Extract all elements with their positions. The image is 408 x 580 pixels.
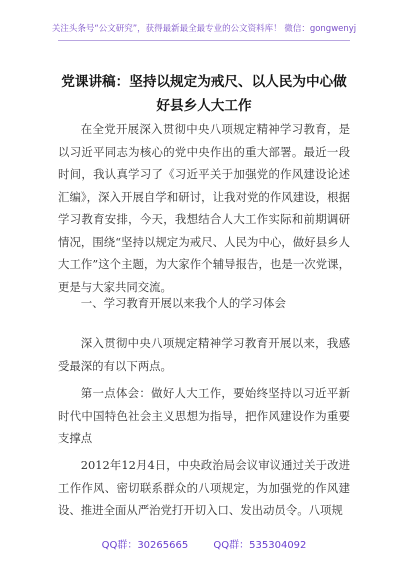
paragraph-point-one: 第一点体会：做好人大工作，要始终坚持以习近平新时代中国特色社会主义思想为指导，把作风建设作为重要支撑点 xyxy=(58,386,350,445)
paragraph-summary: 深入贯彻中央八项规定精神学习教育开展以来，我感受最深的有以下两点。 xyxy=(58,336,350,373)
footer-contacts xyxy=(0,536,408,551)
footer-qq-group-2: QQ群：535304092 xyxy=(213,540,307,551)
footer-qq-group-1: QQ群：30265665 xyxy=(101,540,189,551)
document-title: 党课讲稿：坚持以规定为戒尺、以人民为中心做好县乡人大工作 xyxy=(61,74,347,114)
section-heading: 一、学习教育开展以来我个人的学习体会 xyxy=(80,296,286,310)
paragraph-history: 2012年12月4日，中央政治局会议审议通过关于改进工作作风、密切联系群众的八项规定，为加强党的作风建设、推进全面从严治党打开切入口、发出动员令。八项规 xyxy=(58,458,350,517)
header-banner: 关注头条号“公文研究”，获得最新最全最专业的公文资料库！ 微信：gongwenyj xyxy=(51,24,357,34)
paragraph-intro: 在全党开展深入贯彻中央八项规定精神学习教育，是以习近平同志为核心的党中央作出的重大部署。最近一段时间，我认真学习了《习近平关于加强党的作风建设论述汇编》，深入开展自学和研讨，让我对党的作风建设，根据学习教育安排，今天，我想结合人大工作实际和前期调研情况，围绕“坚持以规定为戒尺、人民为中心，做好县乡人大工作”这个主题，为大家作个辅导报告，也是一次党课，更是与大家共同交流。 xyxy=(58,122,350,294)
header-divider xyxy=(58,40,350,41)
